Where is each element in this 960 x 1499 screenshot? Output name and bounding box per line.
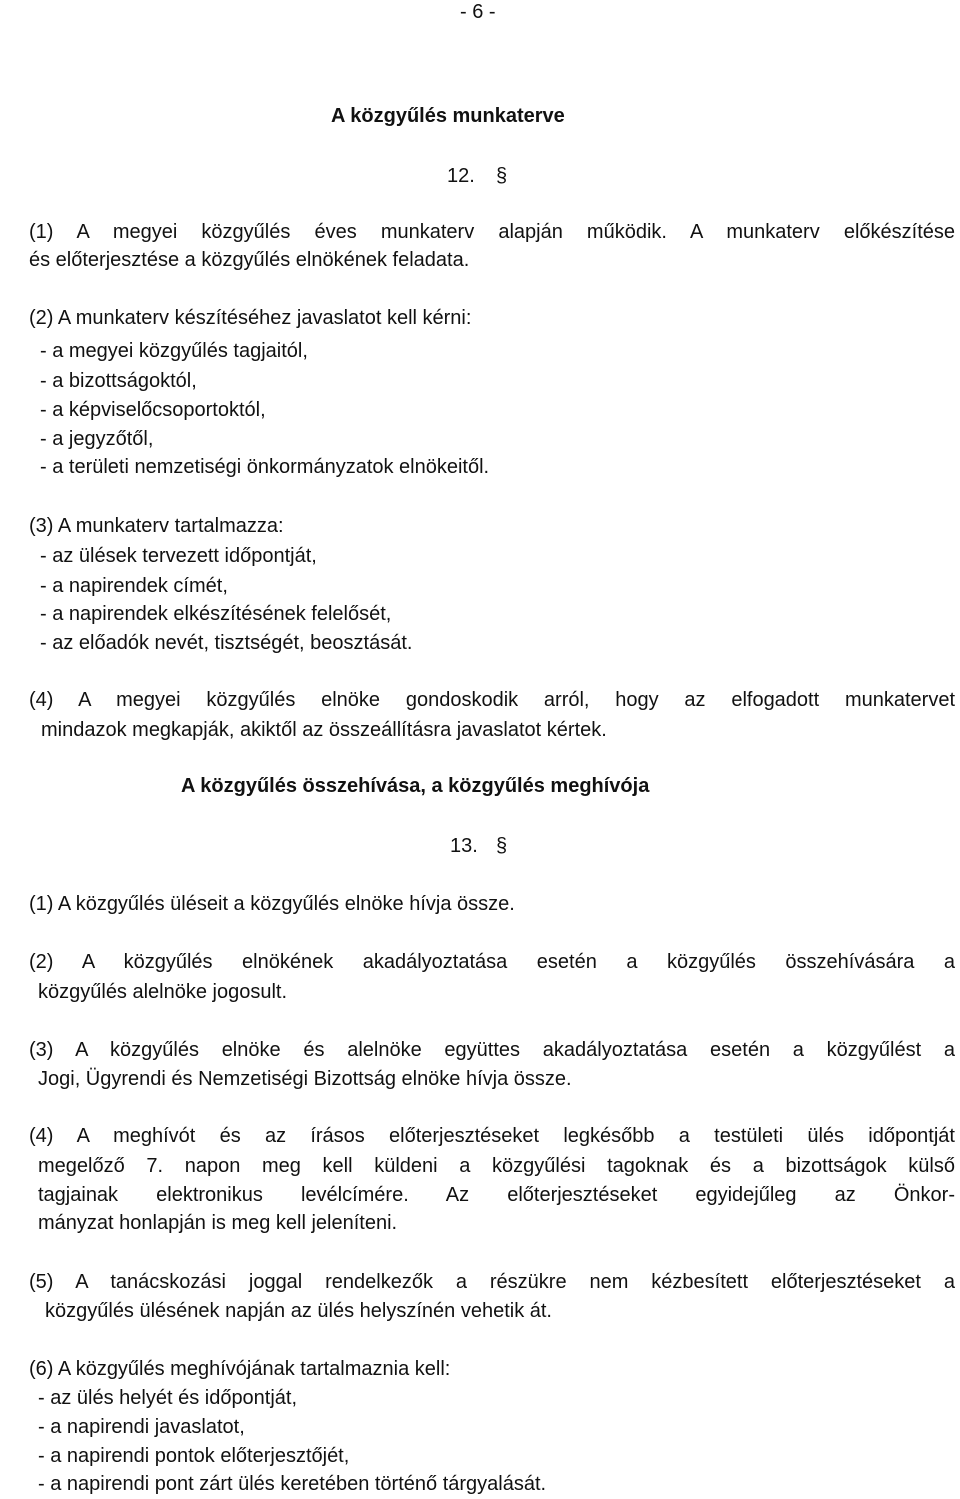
list-item: - a napirendi pont zárt ülés keretében történő tárgyalását. — [38, 1473, 547, 1495]
list-intro: (2) A munkaterv készítéséhez javaslatot kell kérni: — [29, 307, 472, 329]
paragraph-number: 12. — [447, 165, 475, 187]
paragraph-line: (4) A meghívót és az írásos előterjesztéseket legkésőbb a testületi ülés időpontját — [29, 1125, 955, 1147]
section-sign: § — [496, 835, 508, 857]
list-item: - a megyei közgyűlés tagjaitól, — [40, 340, 308, 362]
section-title: A közgyűlés munkaterve — [331, 105, 565, 127]
list-item: - a napirendek címét, — [40, 575, 228, 597]
paragraph-line: (2) A közgyűlés elnökének akadályoztatása esetén a közgyűlés összehívására a — [29, 951, 955, 973]
list-item: - az ülések tervezett időpontját, — [40, 545, 317, 567]
page-number: - 6 - — [460, 1, 496, 23]
section-sign: § — [496, 165, 508, 187]
paragraph-line: közgyűlés ülésének napján az ülés helyszínén vehetik át. — [45, 1300, 552, 1322]
paragraph-line: (4) A megyei közgyűlés elnöke gondoskodik arról, hogy az elfogadott munkatervet — [29, 689, 955, 711]
paragraph-line: mányzat honlapján is meg kell jeleníteni. — [38, 1212, 398, 1234]
paragraph-line: (5) A tanácskozási joggal rendelkezők a részükre nem kézbesített előterjesztéseket a — [29, 1271, 955, 1293]
list-item: - a képviselőcsoportoktól, — [40, 399, 266, 421]
list-item: - a napirendi pontok előterjesztőjét, — [38, 1445, 350, 1467]
paragraph-line: közgyűlés alelnöke jogosult. — [38, 981, 288, 1003]
list-item: - a területi nemzetiségi önkormányzatok elnökeitől. — [40, 456, 490, 478]
paragraph-line: (1) A megyei közgyűlés éves munkaterv alapján működik. A munkaterv előkészítése — [29, 221, 955, 243]
list-item: - a bizottságoktól, — [40, 370, 197, 392]
list-item: - a jegyzőtől, — [40, 428, 154, 450]
list-item: - a napirendek elkészítésének felelősét, — [40, 603, 392, 625]
paragraph-line: és előterjesztése a közgyűlés elnökének feladata. — [29, 249, 470, 271]
list-intro: (6) A közgyűlés meghívójának tartalmaznia kell: — [29, 1358, 451, 1380]
list-item: - az előadók nevét, tisztségét, beosztását. — [40, 632, 413, 654]
list-item: - a napirendi javaslatot, — [38, 1416, 245, 1438]
list-item: - az ülés helyét és időpontját, — [38, 1387, 298, 1409]
paragraph-line: mindazok megkapják, akiktől az összeállításra javaslatot kértek. — [41, 719, 607, 741]
paragraph-line: megelőző 7. napon meg kell küldeni a közgyűlési tagoknak és a bizottságok külső — [38, 1155, 955, 1177]
paragraph-line: Jogi, Ügyrendi és Nemzetiségi Bizottság elnöke hívja össze. — [38, 1068, 572, 1090]
paragraph-number: 13. — [450, 835, 478, 857]
paragraph-line: tagjainak elektronikus levélcímére. Az előterjesztéseket egyidejűleg az Önkor- — [38, 1184, 955, 1206]
list-intro: (3) A munkaterv tartalmazza: — [29, 515, 284, 537]
paragraph-line: (3) A közgyűlés elnöke és alelnöke együttes akadályoztatása esetén a közgyűlést a — [29, 1039, 955, 1061]
section-title: A közgyűlés összehívása, a közgyűlés meghívója — [181, 775, 650, 797]
paragraph-line: (1) A közgyűlés üléseit a közgyűlés elnöke hívja össze. — [29, 893, 515, 915]
